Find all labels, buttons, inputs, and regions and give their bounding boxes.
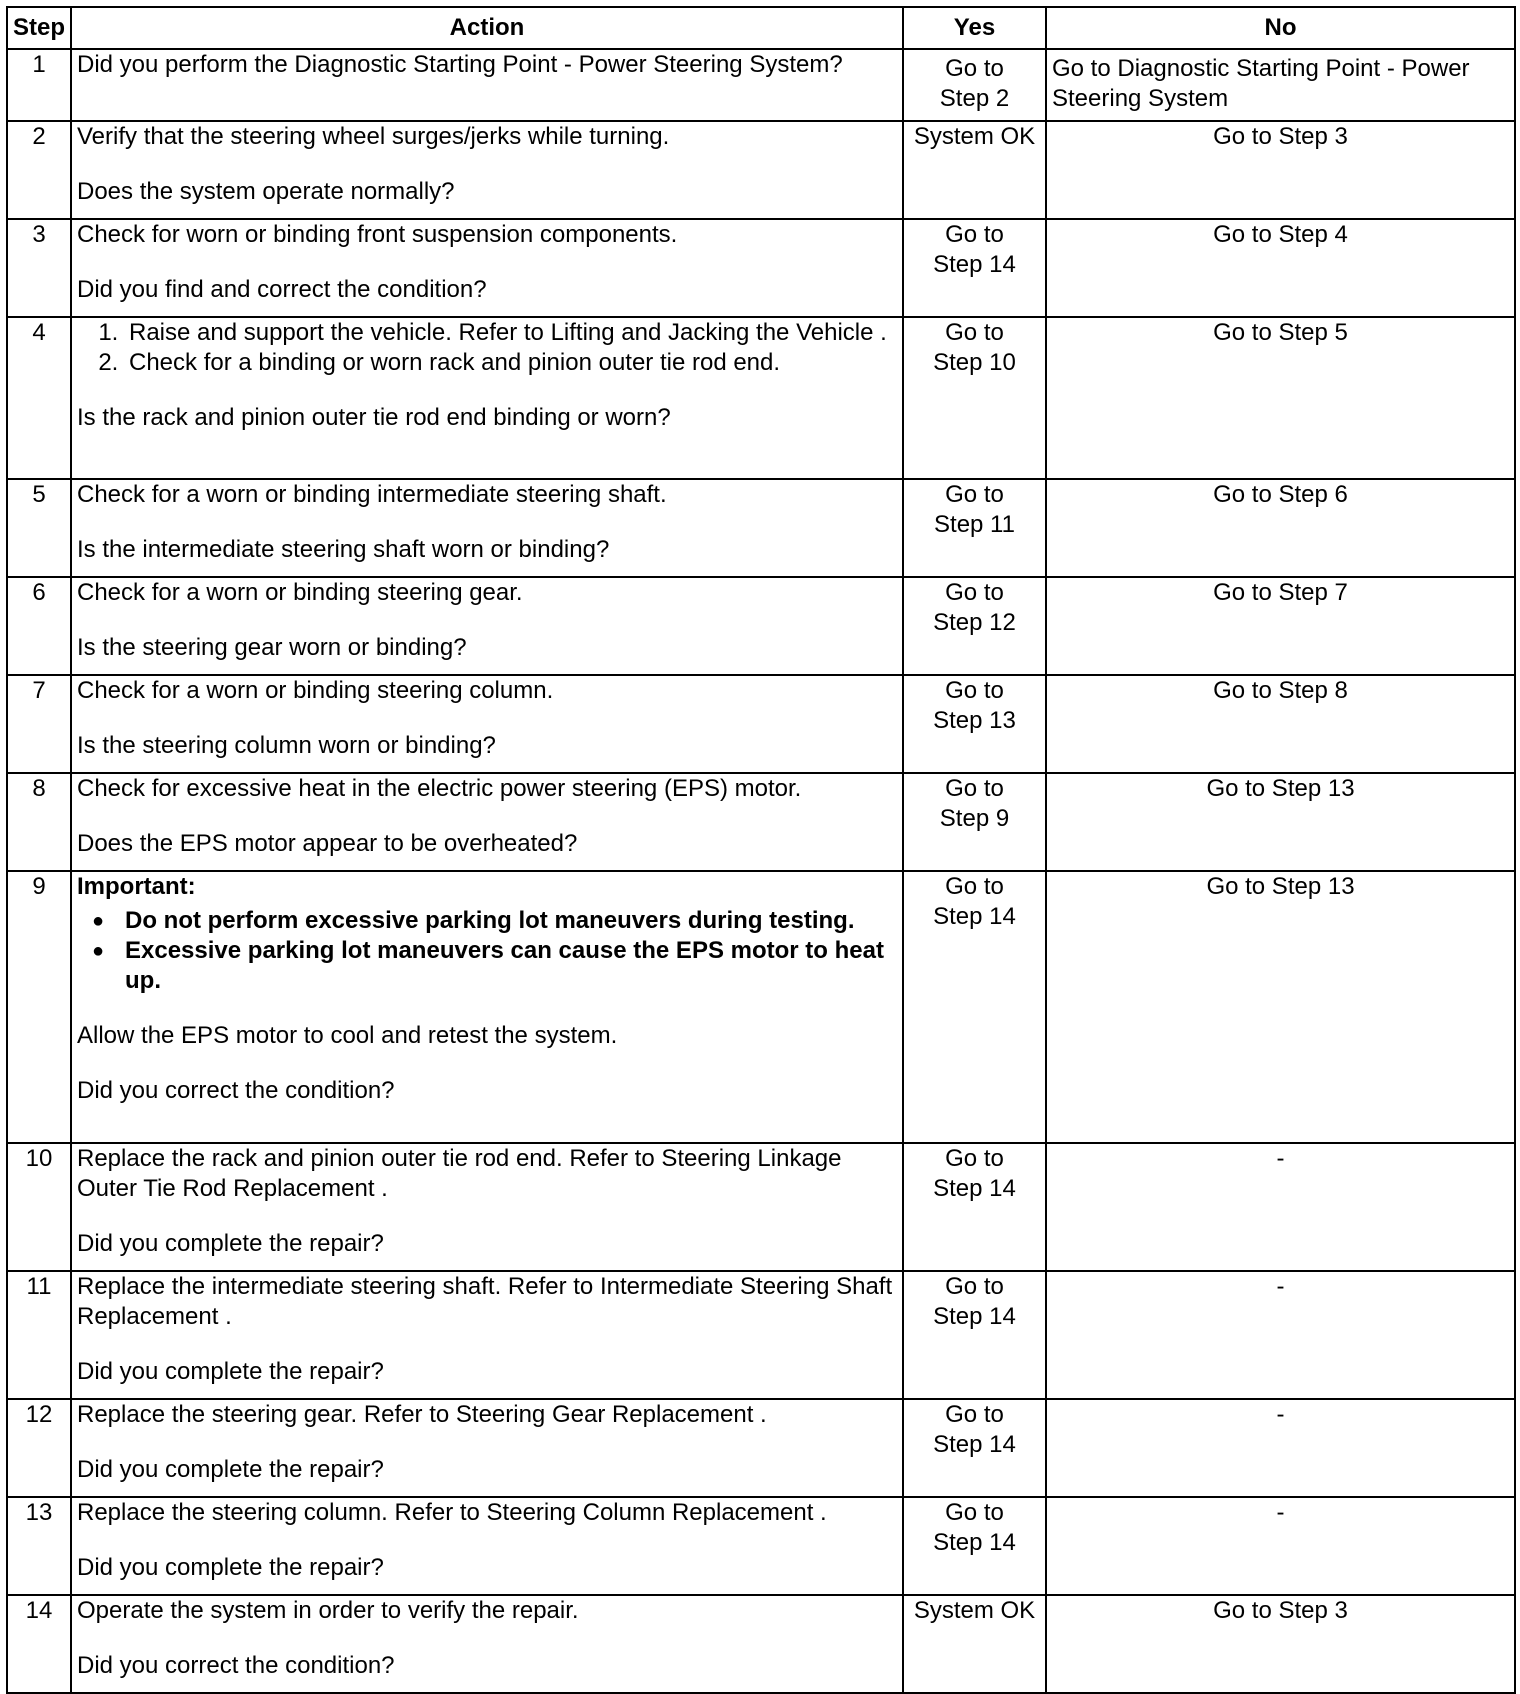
action-text: Replace the steering gear. Refer to Steering Gear Replacement . [77, 1401, 767, 1428]
action-text: Replace the steering column. Refer to Steering Column Replacement . [77, 1499, 827, 1526]
step-number: 1 [7, 49, 71, 121]
yes-line: Step 11 [934, 511, 1015, 538]
yes-line: Go to [945, 677, 1004, 704]
yes-cell [903, 1399, 1046, 1497]
yes-cell [903, 1271, 1046, 1399]
yes-cell [903, 871, 1046, 1143]
yes-line: Go to [945, 579, 1004, 606]
action-cell [71, 1143, 903, 1271]
yes-cell [903, 675, 1046, 773]
yes-line: Go to [945, 1273, 1004, 1300]
no-line: Go to Step 3 [1213, 123, 1348, 150]
action-cell [71, 1497, 903, 1595]
yes-line: Step 9 [939, 805, 1010, 832]
yes-cell [903, 121, 1046, 219]
table-row [7, 871, 1515, 1143]
no-line: - [1276, 1145, 1285, 1172]
list-item: 1. Raise and support the vehicle. Refer to Lifting and Jacking the Vehicle . [125, 318, 897, 348]
yes-cell [903, 577, 1046, 675]
question-text: Did you complete the repair? [77, 1230, 384, 1257]
no-line: Go to Step 13 [1206, 775, 1355, 802]
step-number: 8 [7, 773, 71, 871]
table-row [7, 317, 1515, 479]
yes-line: Step 14 [933, 1175, 1016, 1202]
action-cell [71, 479, 903, 577]
table-row [7, 1399, 1515, 1497]
no-cell [1046, 49, 1515, 121]
no-cell [1046, 219, 1515, 317]
table-row [7, 1497, 1515, 1595]
table-row [7, 121, 1515, 219]
action-cell [71, 1271, 903, 1399]
no-cell [1046, 121, 1515, 219]
yes-cell [903, 1497, 1046, 1595]
yes-line: Step 2 [939, 85, 1010, 112]
yes-cell [903, 49, 1046, 121]
no-line: - [1276, 1499, 1285, 1526]
no-cell [1046, 1399, 1515, 1497]
no-line: - [1276, 1401, 1285, 1428]
yes-line: Go to [945, 1401, 1004, 1428]
step-number: 10 [7, 1143, 71, 1271]
step-number: 14 [7, 1595, 71, 1693]
yes-line: System OK [913, 1597, 1036, 1624]
question-text: Did you correct the condition? [77, 1077, 395, 1104]
list-item: 2. Check for a binding or worn rack and pinion outer tie rod end. [125, 348, 897, 378]
action-text: Did you perform the Diagnostic Starting Point - Power Steering System? [77, 51, 843, 78]
table-row [7, 219, 1515, 317]
question-text: Is the intermediate steering shaft worn or binding? [77, 536, 610, 563]
yes-cell [903, 219, 1046, 317]
bullet-item: ● Do not perform excessive parking lot maneuvers during testing. [125, 906, 897, 936]
action-cell [71, 675, 903, 773]
header-step: Step [7, 7, 71, 49]
bullet-item: ● Excessive parking lot maneuvers can cause the EPS motor to heat up. [125, 936, 897, 996]
question-text: Did you find and correct the condition? [77, 276, 487, 303]
no-line: Go to Step 4 [1213, 221, 1348, 248]
no-line: Steering System [1052, 85, 1229, 112]
yes-line: Step 14 [933, 1303, 1016, 1330]
yes-cell [903, 317, 1046, 479]
no-line: Go to Diagnostic Starting Point - Power [1052, 55, 1470, 82]
step-number: 6 [7, 577, 71, 675]
action-cell [71, 1595, 903, 1693]
action-text: Check for a worn or binding intermediate steering shaft. [77, 481, 667, 508]
question-text: Does the system operate normally? [77, 178, 455, 205]
step-number: 5 [7, 479, 71, 577]
header-yes: Yes [903, 7, 1046, 49]
action-text: Check for a worn or binding steering column. [77, 677, 554, 704]
table-row [7, 479, 1515, 577]
no-cell [1046, 317, 1515, 479]
action-text: Check for excessive heat in the electric power steering (EPS) motor. [77, 775, 802, 802]
action-cell [71, 49, 903, 121]
question-text: Did you complete the repair? [77, 1358, 384, 1385]
yes-line: Go to [945, 1499, 1004, 1526]
no-line: Go to Step 8 [1213, 677, 1348, 704]
no-line: Go to Step 6 [1213, 481, 1348, 508]
yes-line: Go to [945, 55, 1004, 82]
yes-cell [903, 479, 1046, 577]
step-number: 13 [7, 1497, 71, 1595]
no-line: Go to Step 5 [1213, 319, 1348, 346]
yes-line: Step 14 [933, 1431, 1016, 1458]
yes-line: Go to [945, 873, 1004, 900]
yes-line: Step 10 [933, 349, 1016, 376]
question-text: Is the steering gear worn or binding? [77, 634, 467, 661]
numbered-list [77, 318, 897, 378]
yes-line: Step 13 [933, 707, 1016, 734]
yes-cell [903, 1143, 1046, 1271]
yes-line: System OK [913, 123, 1036, 150]
question-text: Is the rack and pinion outer tie rod end binding or worn? [77, 404, 671, 431]
action-text: Replace the intermediate steering shaft. Refer to Intermediate Steering Shaft Replacement . [77, 1273, 893, 1330]
action-text: Replace the rack and pinion outer tie rod end. Refer to Steering Linkage Outer Tie Rod Replacement . [77, 1145, 842, 1202]
no-cell [1046, 675, 1515, 773]
table-row [7, 773, 1515, 871]
yes-cell [903, 1595, 1046, 1693]
step-number: 2 [7, 121, 71, 219]
no-line: Go to Step 13 [1206, 873, 1355, 900]
step-number: 7 [7, 675, 71, 773]
no-line: Go to Step 3 [1213, 1597, 1348, 1624]
step-number: 4 [7, 317, 71, 479]
diagnostic-table [6, 6, 1516, 1694]
header-action: Action [71, 7, 903, 49]
header-row [7, 7, 1515, 49]
question-text: Did you correct the condition? [77, 1652, 395, 1679]
no-cell [1046, 773, 1515, 871]
yes-line: Step 14 [933, 251, 1016, 278]
action-cell [71, 317, 903, 479]
action-cell [71, 871, 903, 1143]
action-text: Check for worn or binding front suspension components. [77, 221, 678, 248]
question-text: Is the steering column worn or binding? [77, 732, 496, 759]
step-number: 11 [7, 1271, 71, 1399]
action-text: Allow the EPS motor to cool and retest the system. [77, 1022, 618, 1049]
no-cell [1046, 871, 1515, 1143]
yes-line: Step 14 [933, 903, 1016, 930]
yes-line: Step 14 [933, 1529, 1016, 1556]
question-text: Did you complete the repair? [77, 1456, 384, 1483]
table-row [7, 1271, 1515, 1399]
yes-line: Go to [945, 1145, 1004, 1172]
action-cell [71, 219, 903, 317]
no-cell [1046, 1143, 1515, 1271]
step-number: 3 [7, 219, 71, 317]
step-number: 12 [7, 1399, 71, 1497]
no-cell [1046, 1595, 1515, 1693]
yes-line: Step 12 [933, 609, 1016, 636]
yes-line: Go to [945, 775, 1004, 802]
table-row [7, 49, 1515, 121]
action-text: Check for a worn or binding steering gear. [77, 579, 523, 606]
important-list [77, 906, 897, 996]
yes-line: Go to [945, 481, 1004, 508]
important-label: Important: [77, 873, 196, 900]
action-cell [71, 121, 903, 219]
no-cell [1046, 479, 1515, 577]
yes-line: Go to [945, 319, 1004, 346]
no-cell [1046, 577, 1515, 675]
header-no: No [1046, 7, 1515, 49]
action-cell [71, 773, 903, 871]
yes-line: Go to [945, 221, 1004, 248]
table-row [7, 1595, 1515, 1693]
yes-cell [903, 773, 1046, 871]
question-text: Did you complete the repair? [77, 1554, 384, 1581]
action-cell [71, 1399, 903, 1497]
table-row [7, 577, 1515, 675]
table-row [7, 1143, 1515, 1271]
no-cell [1046, 1497, 1515, 1595]
table-row [7, 675, 1515, 773]
action-text: Operate the system in order to verify the repair. [77, 1597, 579, 1624]
step-number: 9 [7, 871, 71, 1143]
no-line: Go to Step 7 [1213, 579, 1348, 606]
question-text: Does the EPS motor appear to be overheated? [77, 830, 578, 857]
no-line: - [1276, 1273, 1285, 1300]
action-cell [71, 577, 903, 675]
action-text: Verify that the steering wheel surges/jerks while turning. [77, 123, 670, 150]
no-cell [1046, 1271, 1515, 1399]
